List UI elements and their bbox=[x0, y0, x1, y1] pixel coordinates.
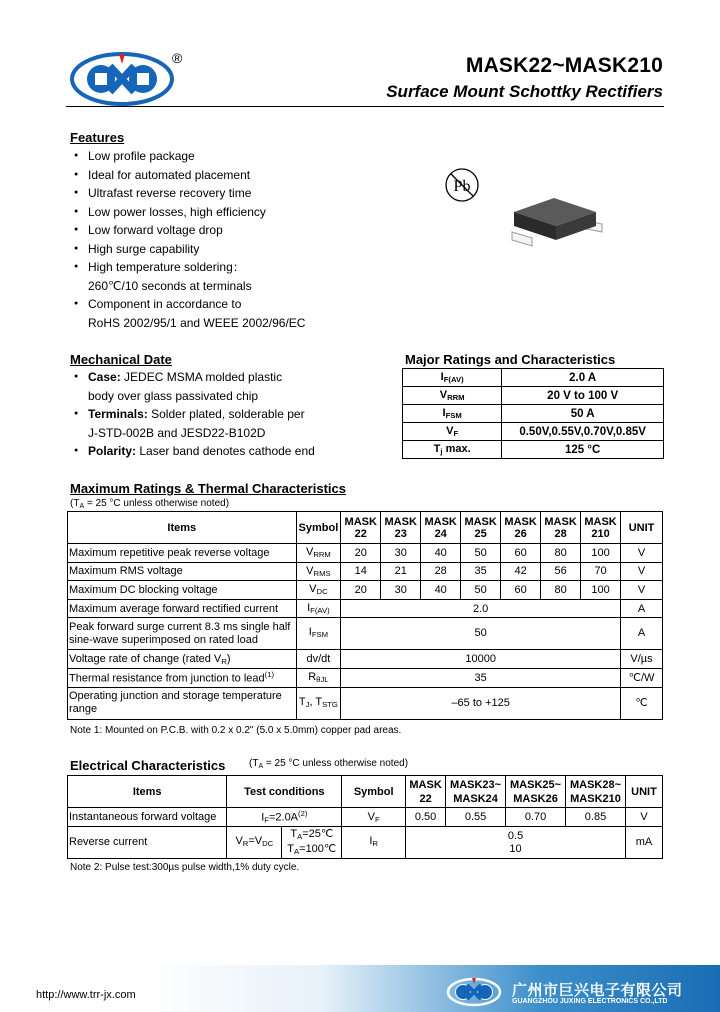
feature-item: ● Ideal for automated placement bbox=[70, 166, 305, 185]
electrical-condition: ($T_A = 25$ °C unless otherwise noted) bbox=[249, 758, 409, 770]
electrical-table bbox=[67, 775, 663, 859]
header-part: MASK 28 bbox=[541, 512, 581, 544]
major-symbol: $T_j$ max. bbox=[403, 441, 502, 459]
pb-free-label: Pb bbox=[453, 178, 471, 195]
mechanical-title: Mechanical Date bbox=[70, 352, 172, 367]
header-part: MASK 26 bbox=[501, 512, 541, 544]
row-symbol: dv/dt bbox=[296, 650, 341, 669]
row-value: 20 bbox=[341, 581, 381, 600]
header-symbol: Symbol bbox=[296, 512, 341, 544]
table-row bbox=[403, 441, 664, 459]
table-row bbox=[68, 827, 663, 859]
row-unit: ℃ bbox=[621, 687, 663, 719]
note-1: Note 1: Mounted on P.C.B. with 0.2 x 0.2" (5.0 x 5.0mm) copper pad areas. bbox=[70, 725, 402, 736]
max-ratings-title: Maximum Ratings & Thermal Characteristics bbox=[70, 481, 346, 496]
row-value: 20 bbox=[341, 544, 381, 563]
row-symbol: $V_{RRM}$ bbox=[296, 544, 341, 563]
header-part: MASK 210 bbox=[581, 512, 621, 544]
features-title: Features bbox=[70, 130, 125, 145]
row-unit: V bbox=[621, 544, 663, 563]
row-item: Maximum DC blocking voltage bbox=[68, 581, 297, 600]
table-row bbox=[68, 599, 663, 618]
row-value: 100 bbox=[581, 544, 621, 563]
header-items: Items bbox=[68, 512, 297, 544]
row-unit: V bbox=[625, 808, 662, 827]
row-item: Operating junction and storage temperature range bbox=[68, 687, 297, 719]
header-unit: UNIT bbox=[625, 776, 662, 808]
row-symbol: $I_{FSM}$ bbox=[296, 618, 341, 650]
major-symbol: $V_{RRM}$ bbox=[403, 387, 502, 405]
feature-item: ● Ultrafast reverse recovery time bbox=[70, 184, 305, 203]
major-value: 50 A bbox=[502, 405, 664, 423]
header-part: MASK23~ MASK24 bbox=[446, 776, 506, 808]
row-item: Thermal resistance from junction to lead$^{(1)}$ bbox=[68, 668, 297, 687]
row-value: 0.55 bbox=[446, 808, 506, 827]
table-row bbox=[403, 405, 664, 423]
row-value: 14 bbox=[341, 562, 381, 581]
row-value-span: –65 to +125 bbox=[341, 687, 621, 719]
feature-item: ● Component in accordance to bbox=[70, 295, 305, 314]
row-item: Voltage rate of change (rated $V_R$) bbox=[68, 650, 297, 669]
package-drawing-icon bbox=[506, 194, 606, 252]
row-value: 60 bbox=[501, 581, 541, 600]
row-symbol: $V_{DC}$ bbox=[296, 581, 341, 600]
major-value: 125 °C bbox=[502, 441, 664, 459]
major-value: 2.0 A bbox=[502, 369, 664, 387]
mechanical-case: ● Case: JEDEC MSMA molded plastic bbox=[70, 368, 315, 387]
table-row bbox=[403, 369, 664, 387]
major-ratings-title: Major Ratings and Characteristics bbox=[405, 352, 616, 367]
row-unit: V bbox=[621, 562, 663, 581]
header-part: MASK 22 bbox=[406, 776, 446, 808]
footer-logo-icon bbox=[446, 977, 502, 1007]
row-value: 30 bbox=[381, 581, 421, 600]
header-unit: UNIT bbox=[621, 512, 663, 544]
feature-item: ● Low power losses, high efficiency bbox=[70, 203, 305, 222]
electrical-title: Electrical Characteristics bbox=[70, 758, 226, 773]
row-value: 0.50 bbox=[406, 808, 446, 827]
row-symbol: $I_R$ bbox=[342, 827, 406, 859]
header-test-conditions: Test conditions bbox=[227, 776, 342, 808]
row-item: Maximum repetitive peak reverse voltage bbox=[68, 544, 297, 563]
row-unit: A bbox=[621, 599, 663, 618]
mechanical-terminals: ● Terminals: Solder plated, solderable per bbox=[70, 405, 315, 424]
table-row bbox=[68, 618, 663, 650]
header-part: MASK 25 bbox=[461, 512, 501, 544]
feature-item-continued: RoHS 2002/95/1 and WEEE 2002/96/EC bbox=[88, 315, 306, 330]
major-ratings-table bbox=[402, 368, 664, 459]
header-part: MASK 23 bbox=[381, 512, 421, 544]
major-symbol: $I_{FSM}$ bbox=[403, 405, 502, 423]
row-value: 40 bbox=[421, 581, 461, 600]
row-item: Maximum average forward rectified current bbox=[68, 599, 297, 618]
major-value: 0.50V,0.55V,0.70V,0.85V bbox=[502, 423, 664, 441]
feature-item-continued: 260℃/10 seconds at terminals bbox=[88, 278, 252, 293]
table-header-row bbox=[68, 776, 663, 808]
row-symbol: $V_{RMS}$ bbox=[296, 562, 341, 581]
max-ratings-table bbox=[67, 511, 663, 720]
row-value: 70 bbox=[581, 562, 621, 581]
header-part: MASK 22 bbox=[341, 512, 381, 544]
footer-company-cn: 广州市巨兴电子有限公司 bbox=[512, 982, 683, 999]
row-unit: A bbox=[621, 618, 663, 650]
row-symbol: $R_{\theta JL}$ bbox=[296, 668, 341, 687]
table-row bbox=[68, 562, 663, 581]
row-temperature-condition: $T_A=25℃$ $T_A=100℃$ bbox=[282, 827, 342, 859]
row-value: 30 bbox=[381, 544, 421, 563]
row-value: 42 bbox=[501, 562, 541, 581]
row-value: 80 bbox=[541, 544, 581, 563]
row-unit: V bbox=[621, 581, 663, 600]
row-value: 40 bbox=[421, 544, 461, 563]
major-value: 20 V to 100 V bbox=[502, 387, 664, 405]
row-value-span: 2.0 bbox=[341, 599, 621, 618]
row-symbol: $I_{F(AV)}$ bbox=[296, 599, 341, 618]
header-part: MASK28~ MASK210 bbox=[566, 776, 626, 808]
feature-item: ● High temperature soldering： bbox=[70, 258, 305, 277]
feature-item: ● High surge capability bbox=[70, 240, 305, 259]
row-value: 100 bbox=[581, 581, 621, 600]
registered-mark: ® bbox=[172, 50, 183, 66]
row-value: 0.70 bbox=[506, 808, 566, 827]
major-symbol: $V_F$ bbox=[403, 423, 502, 441]
row-item: Maximum RMS voltage bbox=[68, 562, 297, 581]
header-items: Items bbox=[68, 776, 227, 808]
row-symbol: $V_F$ bbox=[342, 808, 406, 827]
major-symbol: $I_{F(AV)}$ bbox=[403, 369, 502, 387]
table-row bbox=[68, 544, 663, 563]
max-ratings-condition: ($T_A = 25$ °C unless otherwise noted) bbox=[70, 498, 230, 510]
footer-website-link[interactable]: http://www.trr-jx.com bbox=[36, 989, 136, 1001]
feature-item: ● Low profile package bbox=[70, 147, 305, 166]
row-value: 50 bbox=[461, 544, 501, 563]
table-row bbox=[68, 668, 663, 687]
row-value-span: 50 bbox=[341, 618, 621, 650]
row-symbol: $T_J$, $T_{STG}$ bbox=[296, 687, 341, 719]
mechanical-terminals-continued: J-STD-002B and JESD22-B102D bbox=[88, 425, 266, 440]
row-value: 50 bbox=[461, 581, 501, 600]
header-part: MASK 24 bbox=[421, 512, 461, 544]
features-list bbox=[70, 147, 305, 332]
mechanical-polarity: ● Polarity: Laser band denotes cathode end bbox=[70, 442, 315, 461]
table-row bbox=[403, 387, 664, 405]
row-unit: V/µs bbox=[621, 650, 663, 669]
row-value: 28 bbox=[421, 562, 461, 581]
row-value: 21 bbox=[381, 562, 421, 581]
header-divider bbox=[66, 106, 664, 107]
part-number-title: MASK22~MASK210 bbox=[465, 54, 663, 77]
company-logo bbox=[70, 52, 174, 106]
feature-item: ● Low forward voltage drop bbox=[70, 221, 305, 240]
row-value: 56 bbox=[541, 562, 581, 581]
table-row bbox=[68, 808, 663, 827]
row-test-condition: $V_R=V_{DC}$ bbox=[227, 827, 282, 859]
table-row bbox=[403, 423, 664, 441]
row-item: Peak forward surge current 8.3 ms single half sine-wave superimposed on rated load bbox=[68, 618, 297, 650]
mechanical-list bbox=[70, 368, 315, 461]
table-row bbox=[68, 650, 663, 669]
pb-free-icon bbox=[444, 167, 480, 203]
row-value: 80 bbox=[541, 581, 581, 600]
row-value-span: 0.5 10 bbox=[406, 827, 626, 859]
table-row bbox=[68, 581, 663, 600]
mechanical-case-continued: body over glass passivated chip bbox=[88, 388, 259, 403]
table-header-row bbox=[68, 512, 663, 544]
row-value: 35 bbox=[461, 562, 501, 581]
document-subtitle: Surface Mount Schottky Rectifiers bbox=[386, 82, 663, 101]
table-row bbox=[68, 687, 663, 719]
note-2: Note 2: Pulse test:300µs pulse width,1% duty cycle. bbox=[70, 862, 300, 873]
header-part: MASK25~ MASK26 bbox=[506, 776, 566, 808]
row-test-condition: $I_F=2.0A^{(2)}$ bbox=[227, 808, 342, 827]
row-item: Instantaneous forward voltage bbox=[68, 808, 227, 827]
row-value: 0.85 bbox=[566, 808, 626, 827]
footer-company-en: GUANGZHOU JUXING ELECTRONICS CO.,LTD bbox=[512, 998, 668, 1005]
header-symbol: Symbol bbox=[342, 776, 406, 808]
row-value-span: 35 bbox=[341, 668, 621, 687]
row-unit: ℃/W bbox=[621, 668, 663, 687]
row-value: 60 bbox=[501, 544, 541, 563]
row-value-span: 10000 bbox=[341, 650, 621, 669]
row-unit: mA bbox=[625, 827, 662, 859]
row-item: Reverse current bbox=[68, 827, 227, 859]
